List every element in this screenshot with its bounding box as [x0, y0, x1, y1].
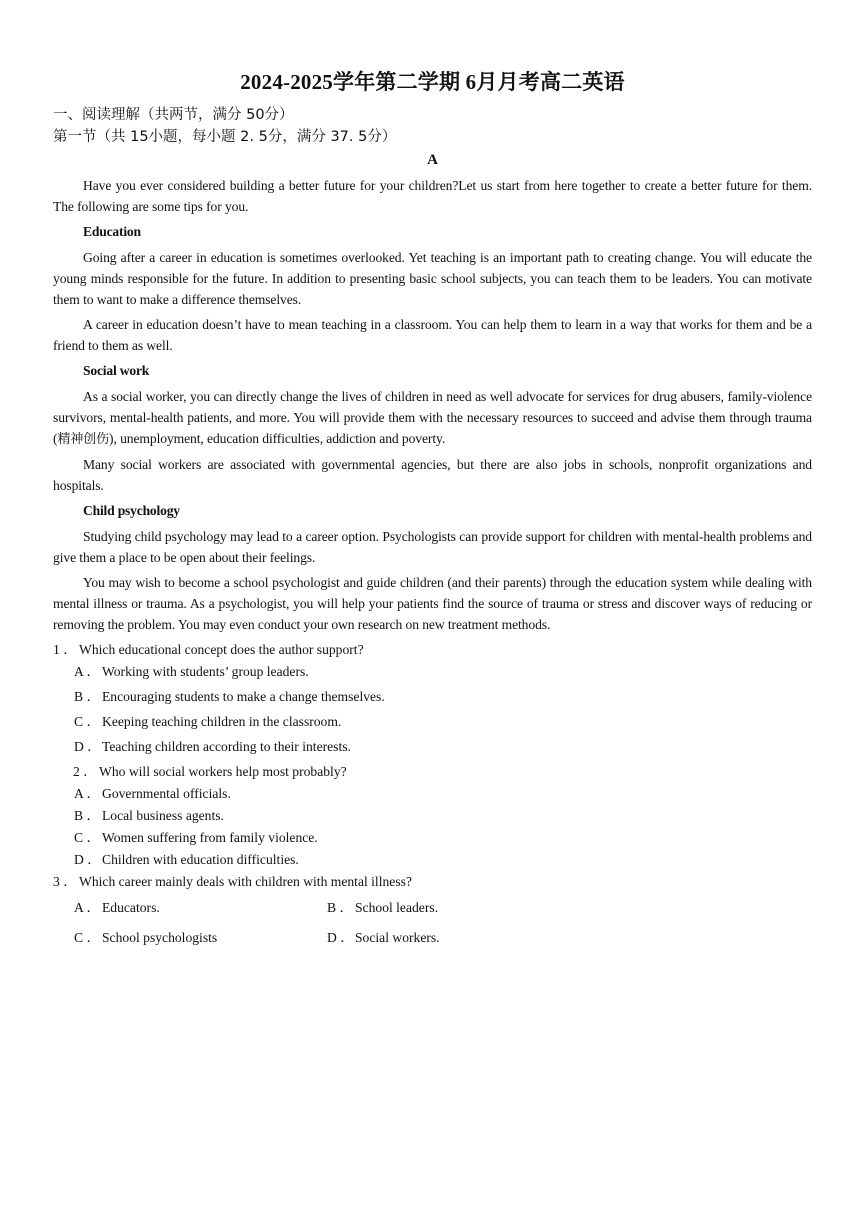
option-letter: A ． — [74, 664, 101, 679]
option-3b — [327, 897, 438, 919]
option-text: Keeping teaching children in the classroom. — [102, 714, 342, 729]
option-2d — [74, 849, 812, 871]
section-heading: 一、阅读理解（共两节，满分 50分） — [53, 107, 294, 123]
option-text: Working with students’ group leaders. — [102, 664, 309, 679]
option-1c — [74, 711, 812, 733]
option-2c — [74, 827, 812, 849]
option-letter: D ． — [74, 739, 101, 754]
option-text: Governmental officials. — [102, 786, 231, 801]
question-number: 1 ． — [53, 642, 77, 657]
option-2b — [74, 805, 812, 827]
option-text: Women suffering from family violence. — [102, 830, 318, 845]
chinese-gloss: 精神创伤 — [57, 432, 110, 447]
option-letter: B ． — [327, 900, 354, 915]
option-3c — [74, 927, 327, 949]
heading-education: Education — [83, 224, 141, 239]
option-letter: A ． — [74, 900, 101, 915]
option-row-3cd — [74, 927, 812, 949]
intro-paragraph: Have you ever considered building a better future for your children?Let us start from here together to create a better future for them. The following are some tips for you. — [53, 178, 812, 214]
option-1a — [74, 661, 812, 683]
option-text: School psychologists — [102, 930, 218, 945]
heading-social-work: Social work — [83, 363, 150, 378]
question-1 — [53, 639, 812, 661]
heading-child-psychology: Child psychology — [83, 503, 180, 518]
child-psychology-paragraph-2: You may wish to become a school psychologist and guide children (and their parents) through the education system while dealing with mental illness or trauma. As a psychologist, you will help your patients find the source of trauma or stress and discover ways of reducing or removing the problem. You may even conduct your own research on new treatment methods. — [53, 575, 812, 632]
option-text: Teaching children according to their interests. — [102, 739, 351, 754]
education-paragraph-1: Going after a career in education is sometimes overlooked. Yet teaching is an important path to creating change. You will educate the young minds responsible for the future. In addition to presenting basic school subjects, you can teach them to be leaders. You can motivate them to want to make a difference themselves. — [53, 250, 812, 307]
social-work-paragraph-1 — [53, 386, 812, 450]
option-text: Educators. — [102, 900, 160, 915]
social-work-text-a: As a social worker, you can directly change the lives of children in need as well advocate for services for drug abusers, family-violence survivors, mental-health patients, and more. You will provide them with the necessary resources to succeed and advise them through trauma ( — [53, 389, 812, 446]
question-number: 3 ． — [53, 874, 77, 889]
option-row-3ab — [74, 897, 812, 919]
option-2a — [74, 783, 812, 805]
option-text: Local business agents. — [102, 808, 224, 823]
question-number: 2 ． — [73, 764, 97, 779]
option-letter: A ． — [74, 786, 101, 801]
question-text: Who will social workers help most probably? — [99, 764, 347, 779]
option-letter: B ． — [74, 808, 101, 823]
option-text: Children with education difficulties. — [102, 852, 299, 867]
option-3a — [74, 897, 327, 919]
question-3 — [53, 871, 812, 893]
option-1d — [74, 736, 812, 758]
option-3d — [327, 927, 440, 949]
question-text: Which educational concept does the author support? — [79, 642, 364, 657]
question-text: Which career mainly deals with children with mental illness? — [79, 874, 412, 889]
page-title: 2024-2025学年第二学期 6月月考高二英语 — [240, 70, 625, 94]
part-heading: 第一节（共 15小题，每小题 2. 5分，满分 37. 5分） — [53, 129, 397, 145]
option-letter: C ． — [74, 714, 101, 729]
social-work-text-b: ), unemployment, education difficulties, addiction and poverty. — [109, 431, 446, 446]
option-letter: D ． — [327, 930, 354, 945]
option-letter: B ． — [74, 689, 101, 704]
education-paragraph-2: A career in education doesn’t have to mean teaching in a classroom. You can help them to learn in a way that works for them and be a friend to them as well. — [53, 317, 812, 353]
option-text: Social workers. — [355, 930, 440, 945]
social-work-paragraph-2: Many social workers are associated with governmental agencies, but there are also jobs in schools, nonprofit organizations and hospitals. — [53, 457, 812, 493]
option-letter: C ． — [74, 930, 101, 945]
option-letter: D ． — [74, 852, 101, 867]
option-letter: C ． — [74, 830, 101, 845]
question-2 — [53, 761, 812, 783]
child-psychology-paragraph-1: Studying child psychology may lead to a career option. Psychologists can provide support for children with mental-health problems and give them a place to be open about their feelings. — [53, 529, 812, 565]
passage-label: A — [427, 152, 438, 168]
option-text: Encouraging students to make a change themselves. — [102, 689, 385, 704]
option-text: School leaders. — [355, 900, 439, 915]
option-1b — [74, 686, 812, 708]
